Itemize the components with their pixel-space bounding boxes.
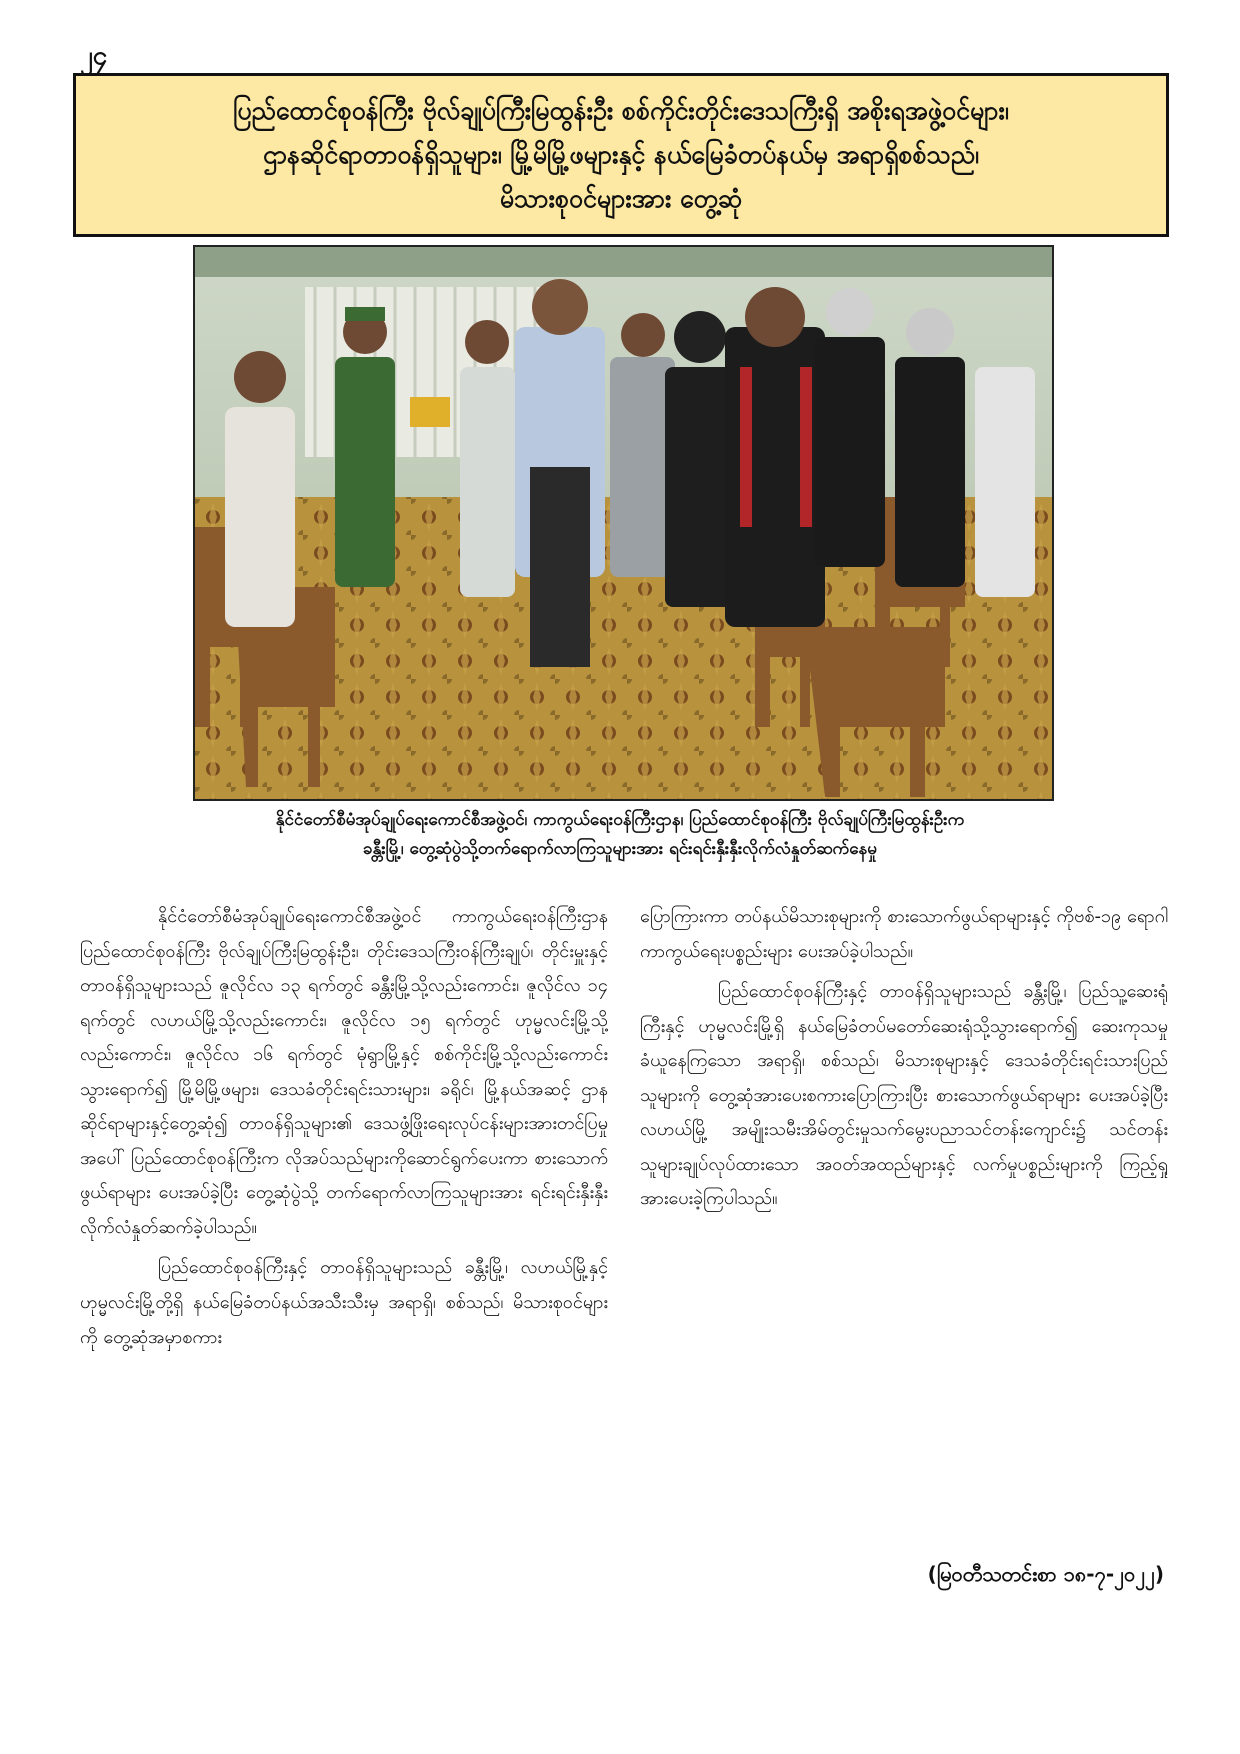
caption-line-2: ခန္တီးမြို့၊ တွေ့ဆုံပွဲသို့တက်ရောက်လာကြသူများအား ရင်းရင်းနှီးနှီးလိုက်လံနှုတ်ဆက်နေမှု xyxy=(363,838,877,859)
headline-box xyxy=(73,73,1169,237)
headline-line-3: မိသားစုဝင်များအား တွေ့ဆုံ xyxy=(499,183,743,213)
article-paragraph: ပြည်ထောင်စုဝန်ကြီးနှင့် တာဝန်ရှိသူများသည် ခန္တီးမြို့၊ လဟယ်မြို့နှင့် ဟုမ္မလင်းမြို့တို့ရှိ နယ်မြေခံတပ်နယ်အသီးသီးမှ အရာရှိ၊ စစ်သည်၊ မိသားစုဝင်များကို တွေ့ဆုံအမှာစကား xyxy=(80,1257,608,1348)
news-source: (မြဝတီသတင်းစာ ၁၈-၇-၂၀၂၂) xyxy=(927,1562,1164,1586)
group-greeting-photo-illustration xyxy=(195,247,1052,799)
article-paragraph: ပြည်ထောင်စုဝန်ကြီးနှင့် တာဝန်ရှိသူများသည် ခန္တီးမြို့၊ ပြည်သူ့ဆေးရုံကြီးနှင့် ဟုမ္မလင်းမြို့ရှိ နယ်မြေခံတပ်မတော်ဆေးရုံသို့သွားရောက်၍ ဆေးကုသမှုခံယူနေကြသော အရာရှိ၊ စစ်သည်၊ မိသားစုများနှင့် ဒေသခံတိုင်းရင်းသားပြည်သူများကို တွေ့ဆုံအားပေးစကားပြောကြားပြီး စားသောက်ဖွယ်ရာများ ပေးအပ်ခဲ့ပြီး လဟယ်မြို့ အမျိုးသမီးအိမ်တွင်းမှုသက်မွေးပညာသင်တန်းကျောင်း၌ သင်တန်းသူများချုပ်လုပ်ထားသော အဝတ်အထည်များနှင့် လက်မှုပစ္စည်းများကို ကြည့်ရှုအားပေးခဲ့ကြပါသည်။ xyxy=(640,981,1168,1210)
headline-line-2: ဌာနဆိုင်ရာတာဝန်ရှိသူများ၊ မြို့မိမြို့ဖများနှင့် နယ်မြေခံတပ်နယ်မှ အရာရှိစစ်သည်၊ xyxy=(263,140,979,170)
article-column-right xyxy=(640,900,1168,1223)
headline-line-1: ပြည်ထောင်စုဝန်ကြီး ဗိုလ်ချုပ်ကြီးမြထွန်းဦး စစ်ကိုင်းတိုင်းဒေသကြီးရှိ အစိုးရအဖွဲ့ဝင်များ၊ xyxy=(233,96,1009,126)
photo-caption xyxy=(120,806,1120,864)
caption-line-1: နိုင်ငံတော်စီမံအုပ်ချုပ်ရေးကောင်စီအဖွဲ့ဝင်၊ ကာကွယ်ရေးဝန်ကြီးဌာန၊ ပြည်ထောင်စုဝန်ကြီး ဗိုလ်ချုပ်ကြီးမြထွန်းဦးက xyxy=(275,810,965,830)
news-photo xyxy=(193,245,1054,801)
article-paragraph-continued: ပြောကြားကာ တပ်နယ်မိသားစုများကို စားသောက်ဖွယ်ရာများနှင့် ကိုဗစ်-၁၉ ရောဂါကာကွယ်ရေးပစ္စည်းများ ပေးအပ်ခဲ့ပါသည်။ xyxy=(640,906,1168,962)
page-number: ၂၄ xyxy=(80,41,108,71)
article-paragraph: နိုင်ငံတော်စီမံအုပ်ချုပ်ရေးကောင်စီအဖွဲ့ဝင် ကာကွယ်ရေးဝန်ကြီးဌာန ပြည်ထောင်စုဝန်ကြီး ဗိုလ်ချုပ်ကြီးမြထွန်းဦး၊ တိုင်းဒေသကြီးဝန်ကြီးချုပ်၊ တိုင်းမှူးနှင့် တာဝန်ရှိသူများသည် ဇူလိုင်လ ၁၃ ရက်တွင် ခန္တီးမြို့သို့လည်းကောင်း၊ ဇူလိုင်လ ၁၄ ရက်တွင် လဟယ်မြို့သို့လည်းကောင်း၊ ဇူလိုင်လ ၁၅ ရက်တွင် ဟုမ္မလင်းမြို့သို့လည်းကောင်း၊ ဇူလိုင်လ ၁၆ ရက်တွင် မုံရွာမြို့နှင့် စစ်ကိုင်းမြို့သို့လည်းကောင်း သွားရောက်၍ မြို့မိမြို့ဖများ၊ ဒေသခံတိုင်းရင်းသားများ၊ ခရိုင်၊ မြို့နယ်အဆင့် ဌာနဆိုင်ရာများနှင့်တွေ့ဆုံ၍ တာဝန်ရှိသူများ၏ ဒေသဖွံ့ဖြိုးရေးလုပ်ငန်းများအားတင်ပြမှုအပေါ် ပြည်ထောင်စုဝန်ကြီးက လိုအပ်သည်များကိုဆောင်ရွက်ပေးကာ စားသောက်ဖွယ်ရာများ ပေးအပ်ခဲ့ပြီး တွေ့ဆုံပွဲသို့ တက်ရောက်လာကြသူများအား ရင်းရင်းနှီးနှီး လိုက်လံနှုတ်ဆက်ခဲ့ပါသည်။ xyxy=(80,906,608,1238)
article-column-left xyxy=(80,900,608,1361)
